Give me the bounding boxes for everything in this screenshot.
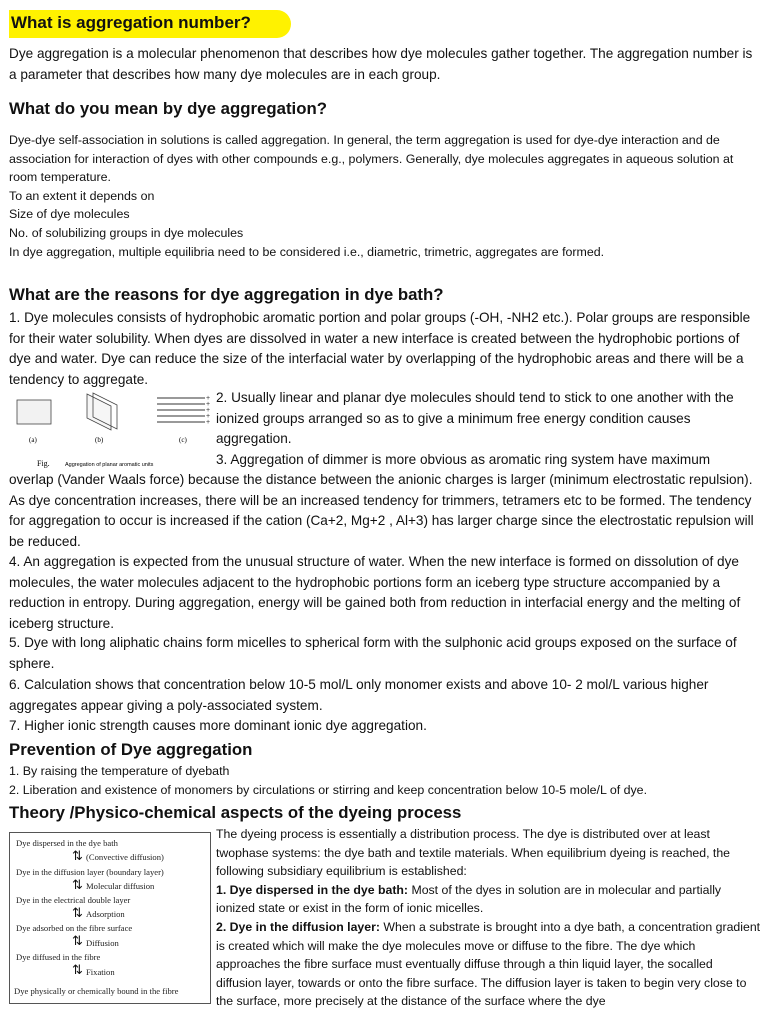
section1-line: Dye-dye self-association in solutions is called aggregation. In general, the term aggregation is used for dye-dye interaction and de association for interaction of dyes with other compounds e.g., polymers. Generally, dye molecules aggregates in aqueous solution at room temperature. (9, 133, 734, 185)
diagram-step: Diffusion (86, 938, 119, 948)
diagram-state: Dye adsorbed on the fibre surface (16, 923, 133, 933)
diagram-step: Adsorption (86, 909, 125, 919)
figure-caption-prefix: Fig. (37, 459, 50, 468)
reason-1: 1. Dye molecules consists of hydrophobic aromatic portion and polar groups (-OH, -NH2 etc.). Polar groups are responsible for their water solubility. When dyes are dissolved in water a new interface is created between the hydrophobic portions of dye and water. Dye can reduce the size of the interfacial water by overlapping of the hydrophobic areas and there will be a tendency to aggregate. (9, 310, 751, 387)
diagram-state: Dye dispersed in the dye bath (16, 838, 118, 848)
figure-label-c: (c) (179, 436, 187, 444)
section4-item-1-title: 1. Dye dispersed in the dye bath: (216, 882, 409, 897)
plus-mark: + (206, 401, 211, 408)
section4-body (216, 825, 761, 1011)
diagram-state: Dye in the electrical double layer (16, 895, 131, 905)
list-item: 2. Liberation and existence of monomers by circulations or stirring and keep concentration below 10-5 mole/L of dye. (9, 782, 648, 797)
diagram-step: (Convective diffusion) (86, 852, 164, 862)
reason-5: 5. Dye with long aliphatic chains form micelles to spherical form with the sulphonic acid groups exposed on the surface of sphere. (9, 635, 737, 671)
reason-7: 7. Higher ionic strength causes more dominant ionic dye aggregation. (9, 718, 427, 733)
equilibrium-arrow-icon: ⇅ (72, 848, 83, 863)
section4-item-1-text: Most of the dyes in solution are in molecular and partially ionized state or exist in the form of ionic micelles. (216, 882, 722, 916)
intro-paragraph: Dye aggregation is a molecular phenomenon that describes how dye molecules gather together. The aggregation number is a parameter that describes how many dye molecules are in each group. (9, 46, 753, 82)
list-item: 1. By raising the temperature of dyebath (9, 764, 230, 778)
section3-heading: Prevention of Dye aggregation (9, 740, 253, 759)
figure-caption: Aggregation of planar aromatic units (65, 462, 154, 468)
plus-mark: + (206, 407, 211, 414)
equilibrium-arrow-icon: ⇅ (72, 905, 83, 920)
plus-mark: + (206, 395, 211, 402)
plus-mark: + (206, 419, 211, 426)
section1-body (9, 131, 761, 261)
equilibrium-arrow-icon: ⇅ (72, 933, 83, 948)
plus-mark: + (206, 413, 211, 420)
prevention-list (9, 762, 761, 799)
reason-4: 4. An aggregation is expected from the unusual structure of water. When the new interface is formed on dissolution of dye molecules, the water molecules adjacent to the hydrophobic portions form an iceberg type structure accompanied by a reduction in entropy. During aggregation, energy will be gained both from reduction in interfacial energy and the melting of iceberg structure. (9, 554, 741, 631)
reason-3: overlap (Vander Waals force) because the distance between the anionic charges is larger (minimum electrostatic repulsion). As dye concentration increases, there will be an increased tendency for trimmers, tetramers etc to be formed. The tendency for aggregation to occur is increased if the cation (Ca+2, Mg+2 , Al+3) has larger charge since the electrostatic repulsion will be reduced. (9, 472, 754, 549)
section1-line: In dye aggregation, multiple equilibria need to be considered i.e., diametric, trimetric, aggregates are formed. (9, 244, 605, 259)
section4-item-2-title: 2. Dye in the diffusion layer: (216, 919, 380, 934)
section4-item-1 (216, 881, 761, 918)
page-title: What is aggregation number? (11, 13, 251, 32)
section4-intro: The dyeing process is essentially a distribution process. The dye is distributed over at least twophase systems: the dye bath and textile materials. When equilibrium dyeing is reached, the following subsidiary equilibrium is established: (216, 827, 731, 879)
section4-item-2-text: When a substrate is brought into a dye bath, a concentration gradient is created which will make the dye molecules move or diffuse to the fibre. The dye which approaches the fibre surface must eventually diffuse through a thin liquid layer, the socalled diffusion layer, towards or onto the fibre surface. The diffusion layer is taken to begin very close to the surface, more precisely at the distance of the surface where the dye (216, 919, 761, 1009)
diagram-step: Fixation (86, 967, 115, 977)
section1-line: To an extent it depends on (9, 188, 155, 203)
diagram-step: Molecular diffusion (86, 881, 155, 891)
reason-3-first-line: 3. Aggregation of dimmer is more obvious as aromatic ring system have maximum (216, 452, 711, 467)
figure-label-a: (a) (29, 436, 37, 444)
figure-label-b: (b) (95, 436, 104, 444)
diagram-state: Dye physically or chemically bound in the fibre (14, 986, 179, 996)
dyeing-process-diagram (9, 832, 211, 1004)
equilibrium-arrow-icon: ⇅ (72, 877, 83, 892)
section4-item-2 (216, 918, 761, 1011)
section1-line: Size of dye molecules (9, 207, 130, 222)
section1-line: No. of solubilizing groups in dye molecules (9, 225, 244, 240)
section1-heading: What do you mean by dye aggregation? (9, 99, 327, 118)
section2-heading: What are the reasons for dye aggregation in dye bath? (9, 285, 444, 304)
diagram-state: Dye in the diffusion layer (boundary layer) (16, 867, 164, 877)
diagram-state: Dye diffused in the fibre (16, 952, 101, 962)
aggregation-figure (9, 388, 214, 472)
section4-heading: Theory /Physico-chemical aspects of the dyeing process (9, 803, 462, 822)
title-highlight (9, 10, 291, 38)
reason-6: 6. Calculation shows that concentration below 10-5 mol/L only monomer exists and above 10- 2 mol/L various higher aggregates appear giving a poly-associated system. (9, 677, 709, 713)
reason-2: 2. Usually linear and planar dye molecules should tend to stick to one another with the ionized groups arranged so as to give a minimum free energy condition causes aggregation. (216, 390, 734, 447)
equilibrium-arrow-icon: ⇅ (72, 962, 83, 977)
